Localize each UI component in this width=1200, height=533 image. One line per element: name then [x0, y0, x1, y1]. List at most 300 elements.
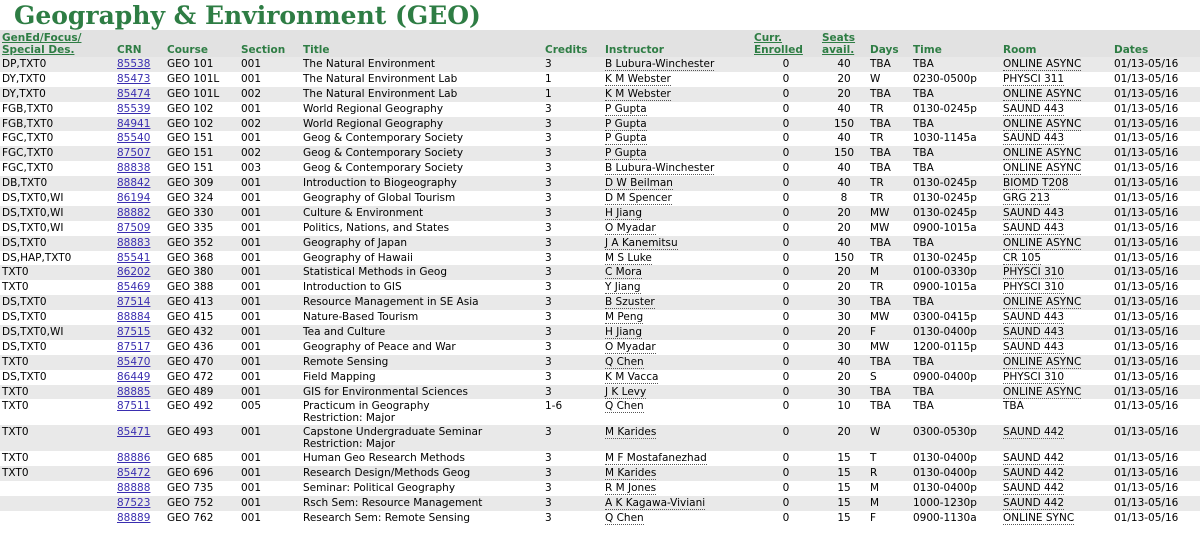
- course-title: Geography of Hawaii: [303, 251, 413, 264]
- dates-cell: 01/13-05/16: [1114, 251, 1179, 264]
- crn-link[interactable]: 85541: [117, 251, 151, 264]
- days-cell: M: [870, 482, 880, 495]
- days-cell: TBA: [870, 117, 891, 130]
- credits-cell: 3: [545, 497, 552, 510]
- crn-cell: [115, 325, 165, 340]
- course-title: Geography of Peace and War: [303, 340, 456, 353]
- title-cell: [301, 176, 543, 191]
- instructor-name[interactable]: Q Chen: [605, 400, 644, 413]
- section-cell: 001: [241, 512, 262, 525]
- instructor-cell: [603, 206, 752, 221]
- gened-cell: DS,TXT0: [2, 370, 47, 383]
- table-row: [0, 466, 1200, 481]
- dates-cell: 01/13-05/16: [1114, 340, 1179, 353]
- seats-cell: 15: [837, 467, 851, 480]
- crn-link[interactable]: 87509: [117, 221, 151, 234]
- room-cell: [1001, 57, 1112, 72]
- room-cell: [1001, 161, 1112, 176]
- seats-cell: 150: [833, 147, 855, 160]
- days-cell: MW: [870, 340, 890, 353]
- credits-cell: 3: [545, 482, 552, 495]
- dates-cell: 01/13-05/16: [1114, 117, 1179, 130]
- crn-link[interactable]: 85474: [117, 87, 151, 100]
- crn-link[interactable]: 88838: [117, 162, 151, 175]
- crn-link[interactable]: 85538: [117, 58, 151, 70]
- credits-cell: 3: [545, 512, 552, 525]
- crn-link[interactable]: 85473: [117, 72, 151, 85]
- days-cell: M: [870, 266, 880, 279]
- instructor-cell: [603, 131, 752, 146]
- crn-link[interactable]: 88842: [117, 177, 151, 190]
- course-title: Geog & Contemporary Society: [303, 132, 464, 145]
- instructor-name[interactable]: P Gupta: [605, 147, 647, 160]
- crn-link[interactable]: 85469: [117, 281, 151, 294]
- instructor-name[interactable]: M S Luke: [605, 251, 652, 264]
- gened-cell: DS,TXT0,WI: [2, 326, 64, 339]
- instructor-cell: [603, 176, 752, 191]
- section-cell: 001: [241, 206, 262, 219]
- section-cell: 005: [241, 400, 262, 413]
- enrolled-cell: 0: [782, 296, 790, 309]
- gened-cell: FGC,TXT0: [2, 132, 54, 145]
- course-cell: GEO 380: [167, 266, 214, 279]
- room-cell: [1001, 251, 1112, 266]
- course-cell: GEO 309: [167, 177, 214, 190]
- crn-link[interactable]: 86449: [117, 370, 151, 383]
- instructor-name[interactable]: B Lubura-Winchester: [605, 58, 715, 70]
- header-dates: Dates: [1114, 44, 1149, 56]
- enrolled-cell: 0: [782, 400, 790, 413]
- table-row: [0, 340, 1200, 355]
- crn-link[interactable]: 88886: [117, 452, 151, 465]
- course-title: Research Sem: Remote Sensing: [303, 512, 471, 525]
- course-title: Statistical Methods in Geog: [303, 266, 448, 279]
- instructor-name[interactable]: H Jiang: [605, 206, 643, 219]
- credits-cell: 3: [545, 236, 552, 249]
- enrolled-cell: 0: [782, 482, 790, 495]
- time-cell: 1000-1230p: [913, 497, 977, 510]
- title-cell: [301, 355, 543, 370]
- room-name[interactable]: ONLINE SYNC: [1003, 512, 1075, 525]
- credits-cell: 3: [545, 467, 552, 480]
- table-row: [0, 87, 1200, 102]
- days-cell: W: [870, 72, 881, 85]
- crn-cell: [115, 87, 165, 102]
- section-cell: 002: [241, 117, 262, 130]
- section-cell: 001: [241, 452, 262, 465]
- table-row: [0, 355, 1200, 370]
- credits-cell: 3: [545, 117, 552, 130]
- section-cell: 001: [241, 58, 262, 70]
- instructor-name[interactable]: Q Chen: [605, 355, 644, 368]
- room-name: TBA: [1003, 400, 1024, 413]
- table-row: [0, 310, 1200, 325]
- room-cell: [1001, 265, 1112, 280]
- instructor-name[interactable]: B Lubura-Winchester: [605, 162, 715, 175]
- instructor-name[interactable]: D M Spencer: [605, 192, 672, 205]
- room-name[interactable]: PHYSCI 310: [1003, 281, 1065, 294]
- table-row: [0, 146, 1200, 161]
- instructor-cell: [603, 399, 752, 425]
- course-cell: GEO 368: [167, 251, 214, 264]
- instructor-name[interactable]: P Gupta: [605, 117, 647, 130]
- credits-cell: 3: [545, 296, 552, 309]
- credits-cell: 3: [545, 162, 552, 175]
- seats-cell: 20: [837, 72, 851, 85]
- crn-link[interactable]: 87515: [117, 326, 151, 339]
- days-cell: TR: [870, 102, 884, 115]
- room-name[interactable]: ONLINE ASYNC: [1003, 296, 1082, 309]
- crn-cell: [115, 102, 165, 117]
- crn-link[interactable]: 85471: [117, 426, 151, 439]
- credits-cell: 1: [545, 72, 552, 85]
- enrolled-cell: 0: [782, 512, 790, 525]
- crn-link[interactable]: 85470: [117, 355, 151, 368]
- instructor-cell: [603, 102, 752, 117]
- gened-cell: TXT0: [2, 467, 29, 480]
- instructor-cell: [603, 191, 752, 206]
- course-cell: GEO 335: [167, 221, 214, 234]
- room-name[interactable]: ONLINE ASYNC: [1003, 87, 1082, 100]
- gened-cell: [0, 511, 115, 526]
- table-row: [0, 451, 1200, 466]
- days-cell: TBA: [870, 58, 891, 70]
- credits-cell: 3: [545, 426, 552, 439]
- enrolled-cell: 0: [782, 192, 790, 205]
- crn-link[interactable]: 86202: [117, 266, 151, 279]
- section-cell: 001: [241, 102, 262, 115]
- course-cell: GEO 101L: [167, 87, 220, 100]
- dates-cell: 01/13-05/16: [1114, 236, 1179, 249]
- header-gened[interactable]: GenEd/Focus/ Special Des.: [2, 32, 82, 56]
- time-cell: 0900-1015a: [913, 281, 977, 294]
- instructor-name[interactable]: B Szuster: [605, 296, 655, 309]
- crn-link[interactable]: 88882: [117, 206, 151, 219]
- time-cell: 0130-0245p: [913, 102, 977, 115]
- crn-cell: [115, 511, 165, 526]
- seats-cell: 15: [837, 482, 851, 495]
- time-cell: 0130-0400p: [913, 326, 977, 339]
- crn-cell: [115, 451, 165, 466]
- table-row: [0, 385, 1200, 400]
- restriction-note: Restriction: Major: [303, 412, 396, 425]
- instructor-cell: [603, 310, 752, 325]
- dates-cell: 01/13-05/16: [1114, 452, 1179, 465]
- gened-cell: DS,TXT0: [2, 340, 47, 353]
- instructor-cell: [603, 511, 752, 526]
- instructor-name[interactable]: R M Jones: [605, 482, 657, 495]
- restriction-note: Restriction: Major: [303, 438, 396, 451]
- title-cell: [301, 496, 543, 511]
- section-cell: 002: [241, 147, 262, 160]
- section-cell: 001: [241, 497, 262, 510]
- title-cell: [301, 161, 543, 176]
- header-seats[interactable]: Seats avail.: [822, 32, 856, 56]
- room-name[interactable]: SAUND 443: [1003, 132, 1065, 145]
- table-row: [0, 511, 1200, 526]
- dates-cell: 01/13-05/16: [1114, 467, 1179, 480]
- crn-link[interactable]: 88889: [117, 512, 151, 525]
- crn-cell: [115, 340, 165, 355]
- instructor-name[interactable]: J A Kanemitsu: [605, 236, 678, 249]
- instructor-name[interactable]: O Myadar: [605, 340, 656, 353]
- title-cell: [301, 340, 543, 355]
- instructor-cell: [603, 340, 752, 355]
- days-cell: F: [870, 326, 877, 339]
- instructor-cell: [603, 117, 752, 132]
- instructor-cell: [603, 481, 752, 496]
- dates-cell: 01/13-05/16: [1114, 370, 1179, 383]
- course-cell: GEO 151: [167, 147, 214, 160]
- room-name[interactable]: PHYSCI 310: [1003, 266, 1065, 279]
- instructor-name[interactable]: M F Mostafanezhad: [605, 452, 707, 465]
- instructor-name[interactable]: M Peng: [605, 311, 644, 324]
- table-row: [0, 191, 1200, 206]
- room-cell: [1001, 295, 1112, 310]
- time-cell: 0130-0400p: [913, 467, 977, 480]
- course-cell: GEO 352: [167, 236, 214, 249]
- header-enrolled[interactable]: Curr. Enrolled: [754, 32, 803, 56]
- crn-cell: [115, 280, 165, 295]
- enrolled-cell: 0: [782, 251, 790, 264]
- room-name[interactable]: SAUND 443: [1003, 102, 1065, 115]
- room-name[interactable]: ONLINE ASYNC: [1003, 117, 1082, 130]
- enrolled-cell: 0: [782, 355, 790, 368]
- course-cell: GEO 102: [167, 117, 214, 130]
- room-cell: [1001, 117, 1112, 132]
- dates-cell: 01/13-05/16: [1114, 162, 1179, 175]
- enrolled-cell: 0: [782, 452, 790, 465]
- instructor-name[interactable]: D W Beilman: [605, 177, 673, 190]
- crn-cell: [115, 399, 165, 425]
- title-cell: [301, 236, 543, 251]
- crn-link[interactable]: 85539: [117, 102, 151, 115]
- seats-cell: 20: [837, 221, 851, 234]
- instructor-name[interactable]: C Mora: [605, 266, 642, 279]
- instructor-name[interactable]: Y Jiang: [605, 281, 641, 294]
- days-cell: W: [870, 426, 881, 439]
- seats-cell: 150: [833, 117, 855, 130]
- time-cell: TBA: [913, 58, 934, 70]
- table-row: [0, 176, 1200, 191]
- room-name[interactable]: SAUND 443: [1003, 340, 1065, 353]
- instructor-name[interactable]: J K Levy: [605, 385, 647, 398]
- room-name[interactable]: SAUND 442: [1003, 467, 1065, 480]
- room-name[interactable]: SAUND 442: [1003, 482, 1065, 495]
- dates-cell: 01/13-05/16: [1114, 177, 1179, 190]
- room-name[interactable]: SAUND 443: [1003, 311, 1065, 324]
- crn-cell: [115, 251, 165, 266]
- room-name[interactable]: SAUND 442: [1003, 452, 1065, 465]
- crn-cell: [115, 236, 165, 251]
- room-name[interactable]: ONLINE ASYNC: [1003, 162, 1082, 175]
- room-name[interactable]: GRG 213: [1003, 192, 1050, 205]
- table-row: [0, 280, 1200, 295]
- days-cell: TR: [870, 177, 884, 190]
- gened-cell: DY,TXT0: [2, 87, 46, 100]
- dates-cell: 01/13-05/16: [1114, 281, 1179, 294]
- course-cell: GEO 432: [167, 326, 214, 339]
- instructor-name[interactable]: O Myadar: [605, 221, 656, 234]
- course-title: Geography of Japan: [303, 236, 408, 249]
- seats-cell: 40: [837, 132, 851, 145]
- credits-cell: 3: [545, 385, 552, 398]
- gened-cell: TXT0: [2, 385, 29, 398]
- instructor-name[interactable]: K M Webster: [605, 72, 671, 85]
- days-cell: MW: [870, 206, 890, 219]
- crn-link[interactable]: 87514: [117, 296, 151, 309]
- enrolled-cell: 0: [782, 117, 790, 130]
- gened-cell: DY,TXT0: [2, 72, 46, 85]
- instructor-name[interactable]: K M Webster: [605, 87, 671, 100]
- credits-cell: 3: [545, 221, 552, 234]
- crn-cell: [115, 57, 165, 72]
- room-name[interactable]: ONLINE ASYNC: [1003, 385, 1082, 398]
- instructor-name[interactable]: M Karides: [605, 426, 657, 439]
- crn-link[interactable]: 87511: [117, 400, 151, 413]
- room-cell: [1001, 72, 1112, 87]
- gened-cell: [0, 481, 115, 496]
- title-cell: [301, 451, 543, 466]
- instructor-cell: [603, 87, 752, 102]
- room-cell: [1001, 131, 1112, 146]
- dates-cell: 01/13-05/16: [1114, 102, 1179, 115]
- crn-cell: [115, 385, 165, 400]
- instructor-name[interactable]: M Karides: [605, 467, 657, 480]
- instructor-name[interactable]: A K Kagawa-Viviani: [605, 497, 706, 510]
- section-cell: 001: [241, 251, 262, 264]
- seats-cell: 150: [833, 251, 855, 264]
- course-cell: GEO 388: [167, 281, 214, 294]
- table-row: [0, 425, 1200, 451]
- page-title: Geography & Environment (GEO): [14, 1, 481, 30]
- time-cell: TBA: [913, 296, 934, 309]
- room-name[interactable]: SAUND 442: [1003, 497, 1065, 510]
- instructor-name[interactable]: P Gupta: [605, 102, 647, 115]
- title-cell: [301, 146, 543, 161]
- time-cell: 0300-0530p: [913, 426, 977, 439]
- room-name[interactable]: SAUND 442: [1003, 426, 1065, 439]
- title-cell: [301, 191, 543, 206]
- gened-cell: TXT0: [2, 355, 29, 368]
- days-cell: TR: [870, 281, 884, 294]
- gened-cell: FGB,TXT0: [2, 117, 54, 130]
- crn-link[interactable]: 88883: [117, 236, 151, 249]
- instructor-name[interactable]: Q Chen: [605, 512, 644, 525]
- gened-cell: DS,TXT0: [2, 311, 47, 324]
- time-cell: TBA: [913, 355, 934, 368]
- days-cell: T: [870, 452, 877, 465]
- header-section: Section: [241, 44, 286, 56]
- title-cell: [301, 481, 543, 496]
- time-cell: 1200-0115p: [913, 340, 977, 353]
- room-name[interactable]: ONLINE ASYNC: [1003, 355, 1082, 368]
- course-title: Geography of Global Tourism: [303, 192, 456, 205]
- time-cell: TBA: [913, 87, 934, 100]
- title-cell: [301, 425, 543, 451]
- time-cell: 0900-0400p: [913, 370, 977, 383]
- instructor-name[interactable]: P Gupta: [605, 132, 647, 145]
- seats-cell: 30: [837, 385, 851, 398]
- dates-cell: 01/13-05/16: [1114, 482, 1179, 495]
- seats-cell: 15: [837, 452, 851, 465]
- room-name[interactable]: CR 105: [1003, 251, 1042, 264]
- crn-link[interactable]: 87517: [117, 340, 151, 353]
- room-cell: [1001, 146, 1112, 161]
- course-title: Field Mapping: [303, 370, 376, 383]
- crn-cell: [115, 176, 165, 191]
- section-cell: 001: [241, 385, 262, 398]
- table-row: [0, 399, 1200, 425]
- crn-link[interactable]: 85472: [117, 467, 151, 480]
- room-name[interactable]: PHYSCI 311: [1003, 72, 1065, 85]
- course-cell: GEO 493: [167, 426, 214, 439]
- instructor-name[interactable]: K M Vacca: [605, 370, 659, 383]
- table-body: [0, 57, 1200, 526]
- course-title: Tea and Culture: [303, 326, 386, 339]
- section-cell: 001: [241, 370, 262, 383]
- credits-cell: 3: [545, 370, 552, 383]
- time-cell: 0130-0400p: [913, 482, 977, 495]
- crn-link[interactable]: 88884: [117, 311, 151, 324]
- crn-link[interactable]: 84941: [117, 117, 151, 130]
- time-cell: 0100-0330p: [913, 266, 977, 279]
- crn-link[interactable]: 87507: [117, 147, 151, 160]
- course-cell: GEO 151: [167, 132, 214, 145]
- header-credits: Credits: [545, 44, 588, 56]
- time-cell: 0900-1015a: [913, 221, 977, 234]
- section-cell: 001: [241, 426, 262, 439]
- seats-cell: 10: [837, 400, 851, 413]
- crn-link[interactable]: 88888: [117, 482, 151, 495]
- enrolled-cell: 0: [782, 206, 790, 219]
- dates-cell: 01/13-05/16: [1114, 426, 1179, 439]
- room-name[interactable]: ONLINE ASYNC: [1003, 236, 1082, 249]
- instructor-cell: [603, 57, 752, 72]
- room-name[interactable]: SAUND 443: [1003, 221, 1065, 234]
- instructor-name[interactable]: H Jiang: [605, 326, 643, 339]
- title-cell: [301, 399, 543, 425]
- room-name[interactable]: BIOMD T208: [1003, 177, 1069, 190]
- table-row: [0, 131, 1200, 146]
- crn-link[interactable]: 88885: [117, 385, 151, 398]
- course-cell: GEO 762: [167, 512, 214, 525]
- room-cell: [1001, 191, 1112, 206]
- section-cell: 003: [241, 162, 262, 175]
- days-cell: TBA: [870, 87, 891, 100]
- room-name[interactable]: SAUND 443: [1003, 326, 1065, 339]
- room-name[interactable]: SAUND 443: [1003, 206, 1065, 219]
- dates-cell: 01/13-05/16: [1114, 87, 1179, 100]
- crn-link[interactable]: 87523: [117, 497, 151, 510]
- room-name[interactable]: ONLINE ASYNC: [1003, 58, 1082, 70]
- room-name[interactable]: ONLINE ASYNC: [1003, 147, 1082, 160]
- course-title: Rsch Sem: Resource Management: [303, 497, 483, 510]
- crn-link[interactable]: 86194: [117, 192, 151, 205]
- crn-cell: [115, 466, 165, 481]
- enrolled-cell: 0: [782, 236, 790, 249]
- instructor-cell: [603, 295, 752, 310]
- time-cell: 0130-0245p: [913, 251, 977, 264]
- dates-cell: 01/13-05/16: [1114, 355, 1179, 368]
- seats-cell: 20: [837, 281, 851, 294]
- room-name[interactable]: PHYSCI 310: [1003, 370, 1065, 383]
- title-cell: [301, 72, 543, 87]
- dates-cell: 01/13-05/16: [1114, 266, 1179, 279]
- course-cell: GEO 472: [167, 370, 214, 383]
- course-cell: GEO 489: [167, 385, 214, 398]
- crn-link[interactable]: 85540: [117, 132, 151, 145]
